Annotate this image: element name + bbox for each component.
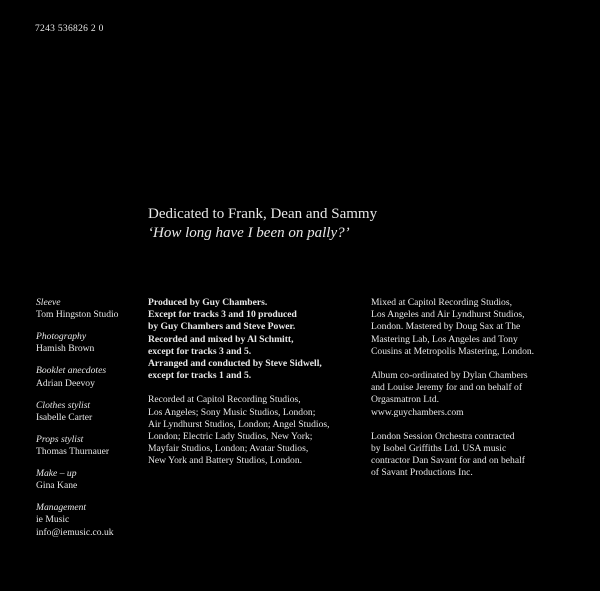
credit-role: Management <box>36 502 87 514</box>
credit-role: Props stylist <box>36 433 84 445</box>
credit-name: Hamish Brown <box>36 343 95 355</box>
credit-block <box>36 434 146 458</box>
credit-block <box>36 365 146 389</box>
credit-role: Booklet anecdotes <box>36 365 107 377</box>
dedication <box>148 205 377 243</box>
production-column <box>148 297 358 480</box>
text-line: London. Mastered by Doug Sax at The <box>371 321 521 333</box>
text-line: and Louise Jeremy for and on behalf of <box>371 382 523 394</box>
text-line: Mayfair Studios, London; Avatar Studios, <box>148 443 309 455</box>
text-line: Arranged and conducted by Steve Sidwell, <box>148 358 322 370</box>
production-credits <box>148 297 358 382</box>
credit-name: Adrian Deevoy <box>36 377 95 389</box>
text-line: Mixed at Capitol Recording Studios, <box>371 297 512 308</box>
text-line: Recorded and mixed by Al Schmitt, <box>148 333 294 345</box>
text-line: Air Lyndhurst Studios, London; Angel Studios, <box>148 418 330 430</box>
text-line: Except for tracks 3 and 10 produced <box>148 309 297 321</box>
text-line: Orgasmatron Ltd. <box>371 394 440 406</box>
album-coordination <box>371 370 586 419</box>
text-line: except for tracks 1 and 5. <box>148 370 252 382</box>
credit-role: Clothes stylist <box>36 399 91 411</box>
text-line: London Session Orchestra contracted <box>371 430 515 442</box>
text-line: Los Angeles and Air Lyndhurst Studios, <box>371 309 525 321</box>
credit-role: Photography <box>36 331 87 343</box>
credit-role: Make – up <box>36 468 77 480</box>
text-line: Cousins at Metropolis Mastering, London. <box>371 345 535 357</box>
text-line: of Savant Productions Inc. <box>371 467 473 479</box>
credit-role: Sleeve <box>36 297 61 308</box>
catalog-number: 7243 536826 2 0 <box>35 24 104 34</box>
credit-block <box>36 468 146 492</box>
dedication-quote: ‘How long have I been on pally?’ <box>148 225 350 241</box>
recording-studios <box>148 394 358 467</box>
credits-column <box>36 297 146 549</box>
mixing-column <box>371 297 586 492</box>
credit-block <box>36 400 146 424</box>
dedication-line: Dedicated to Frank, Dean and Sammy <box>148 206 378 222</box>
credit-name: Thomas Thurnauer <box>36 446 110 458</box>
credit-block <box>36 297 146 321</box>
credit-name: Isabelle Carter <box>36 411 93 423</box>
mixing-mastering <box>371 297 586 358</box>
text-line: Album co-ordinated by Dylan Chambers <box>371 370 528 382</box>
text-line: except for tracks 3 and 5. <box>148 345 252 357</box>
credit-block <box>36 502 146 539</box>
text-line: Recorded at Capitol Recording Studios, <box>148 394 301 406</box>
credit-name: ie Music <box>36 514 70 526</box>
text-line: contractor Dan Savant for and on behalf <box>371 455 525 467</box>
text-line: Produced by Guy Chambers. <box>148 297 268 308</box>
orchestra-credits <box>371 431 586 480</box>
text-line: by Guy Chambers and Steve Power. <box>148 321 296 333</box>
text-line: London; Electric Lady Studios, New York; <box>148 431 313 443</box>
credit-name: info@iemusic.co.uk <box>36 526 114 538</box>
credit-name: Gina Kane <box>36 480 78 492</box>
text-line: www.guychambers.com <box>371 406 464 418</box>
text-line: by Isobel Griffiths Ltd. USA music <box>371 443 507 455</box>
credit-block <box>36 331 146 355</box>
text-line: Mastering Lab, Los Angeles and Tony <box>371 333 518 345</box>
credit-name: Tom Hingston Studio <box>36 309 119 321</box>
text-line: Los Angeles; Sony Music Studios, London; <box>148 406 316 418</box>
text-line: New York and Battery Studios, London. <box>148 455 303 467</box>
